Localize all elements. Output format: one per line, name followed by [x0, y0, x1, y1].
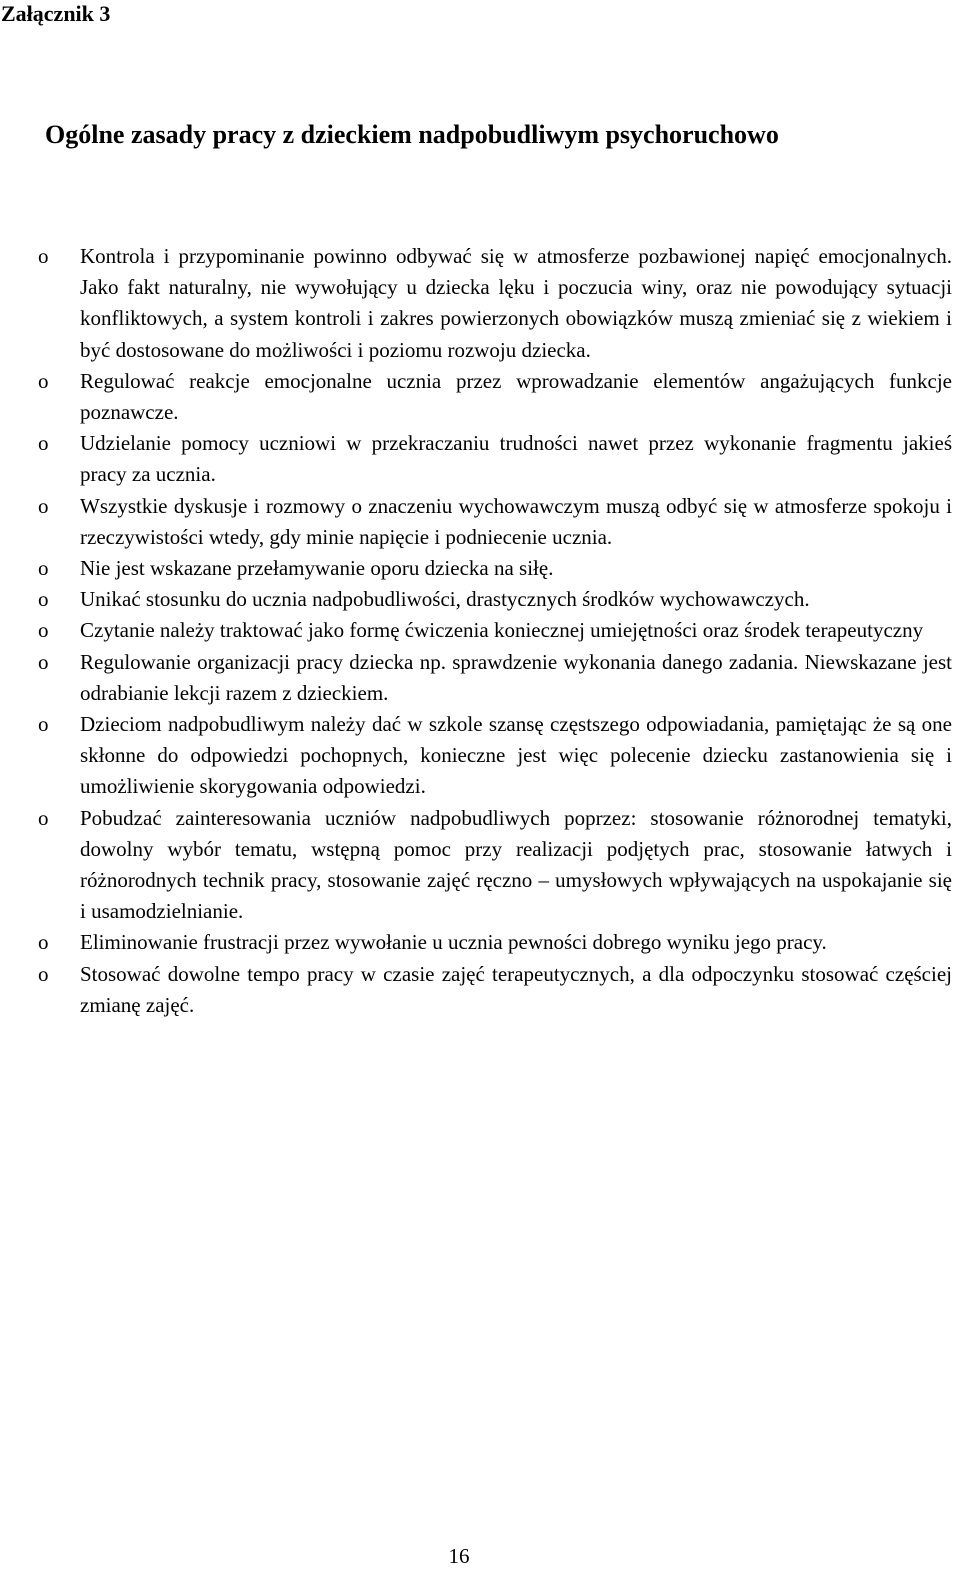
bullet-item — [38, 615, 952, 646]
bullet-text: Dzieciom nadpobudliwym należy dać w szkole szansę częstszego odpowiadania, pamiętając że są one skłonne do odpowiedzi pochopnych, konieczne jest więc polecenie dziecku zastanowienia się i umożliwienie skorygowania odpowiedzi. — [80, 712, 952, 799]
bullet-item — [38, 366, 952, 428]
bullet-item — [38, 927, 952, 958]
bullet-text: Czytanie należy traktować jako formę ćwiczenia koniecznej umiejętności oraz środek terapeutyczny — [80, 618, 924, 643]
page-number: 16 — [448, 1544, 470, 1568]
bullet-marker: o — [38, 244, 49, 268]
bullet-item — [38, 584, 952, 615]
bullet-item — [38, 709, 952, 803]
bullet-item — [38, 553, 952, 584]
bullet-item — [38, 428, 952, 490]
bullet-list — [38, 241, 952, 1021]
bullet-item — [38, 803, 952, 928]
bullet-marker: o — [38, 556, 49, 581]
bullet-text: Pobudzać zainteresowania uczniów nadpobudliwych poprzez: stosowanie różnorodnej tematyki, dowolny wybór tematu, wstępną pomoc przy realizacji podjętych prac, stosowanie łatwych i różnorodnych technik pracy, stosowanie zajęć ręczno – umysłowych wpływających na uspokajanie się i usamodzielnianie. — [80, 805, 952, 924]
bullet-marker: o — [38, 712, 49, 737]
bullet-marker: o — [38, 493, 49, 518]
bullet-marker: o — [38, 930, 49, 955]
bullet-text: Stosować dowolne tempo pracy w czasie zajęć terapeutycznych, a dla odpoczynku stosować częściej zmianę zajęć. — [80, 961, 952, 1017]
bullet-marker: o — [38, 961, 49, 986]
bullet-text: Eliminowanie frustracji przez wywołanie u ucznia pewności dobrego wyniku jego pracy. — [80, 930, 827, 955]
bullet-text: Udzielanie pomocy uczniowi w przekraczaniu trudności nawet przez wykonanie fragmentu jakieś pracy za ucznia. — [80, 431, 952, 487]
bullet-text: Regulowanie organizacji pracy dziecka np. sprawdzenie wykonania danego zadania. Niewskazane jest odrabianie lekcji razem z dzieckiem. — [80, 649, 952, 705]
bullet-marker: o — [38, 618, 49, 643]
bullet-text: Regulować reakcje emocjonalne ucznia przez wprowadzanie elementów angażujących funkcje poznawcze. — [80, 368, 952, 425]
bullet-text: Unikać stosunku do ucznia nadpobudliwości, drastycznych środków wychowawczych. — [80, 587, 810, 612]
bullet-marker: o — [38, 649, 49, 674]
document-title: Ogólne zasady pracy z dzieckiem nadpobudliwym psychoruchowo — [45, 120, 779, 149]
bullet-item — [38, 647, 952, 709]
bullet-marker: o — [38, 587, 49, 612]
annex-label: Załącznik 3 — [1, 1, 111, 26]
bullet-item — [38, 491, 952, 553]
bullet-marker: o — [38, 805, 49, 830]
bullet-marker: o — [38, 431, 49, 456]
bullet-item — [38, 959, 952, 1021]
bullet-marker: o — [38, 368, 49, 393]
bullet-text: Nie jest wskazane przełamywanie oporu dziecka na siłę. — [80, 556, 554, 581]
bullet-item — [38, 241, 952, 366]
bullet-text: Kontrola i przypominanie powinno odbywać się w atmosferze pozbawionej napięć emocjonalnych. Jako fakt naturalny, nie wywołujący u dziecka lęku i poczucia winy, oraz nie powodujący sytuacji konfliktowych, a system kontroli i zakres powierzonych obowiązków muszą zmieniać się z wiekiem i być dostosowane do możliwości i poziomu rozwoju dziecka. — [80, 244, 952, 362]
bullet-text: Wszystkie dyskusje i rozmowy o znaczeniu wychowawczym muszą odbyć się w atmosferze spokoju i rzeczywistości wtedy, gdy minie napięcie i podniecenie ucznia. — [80, 493, 952, 549]
